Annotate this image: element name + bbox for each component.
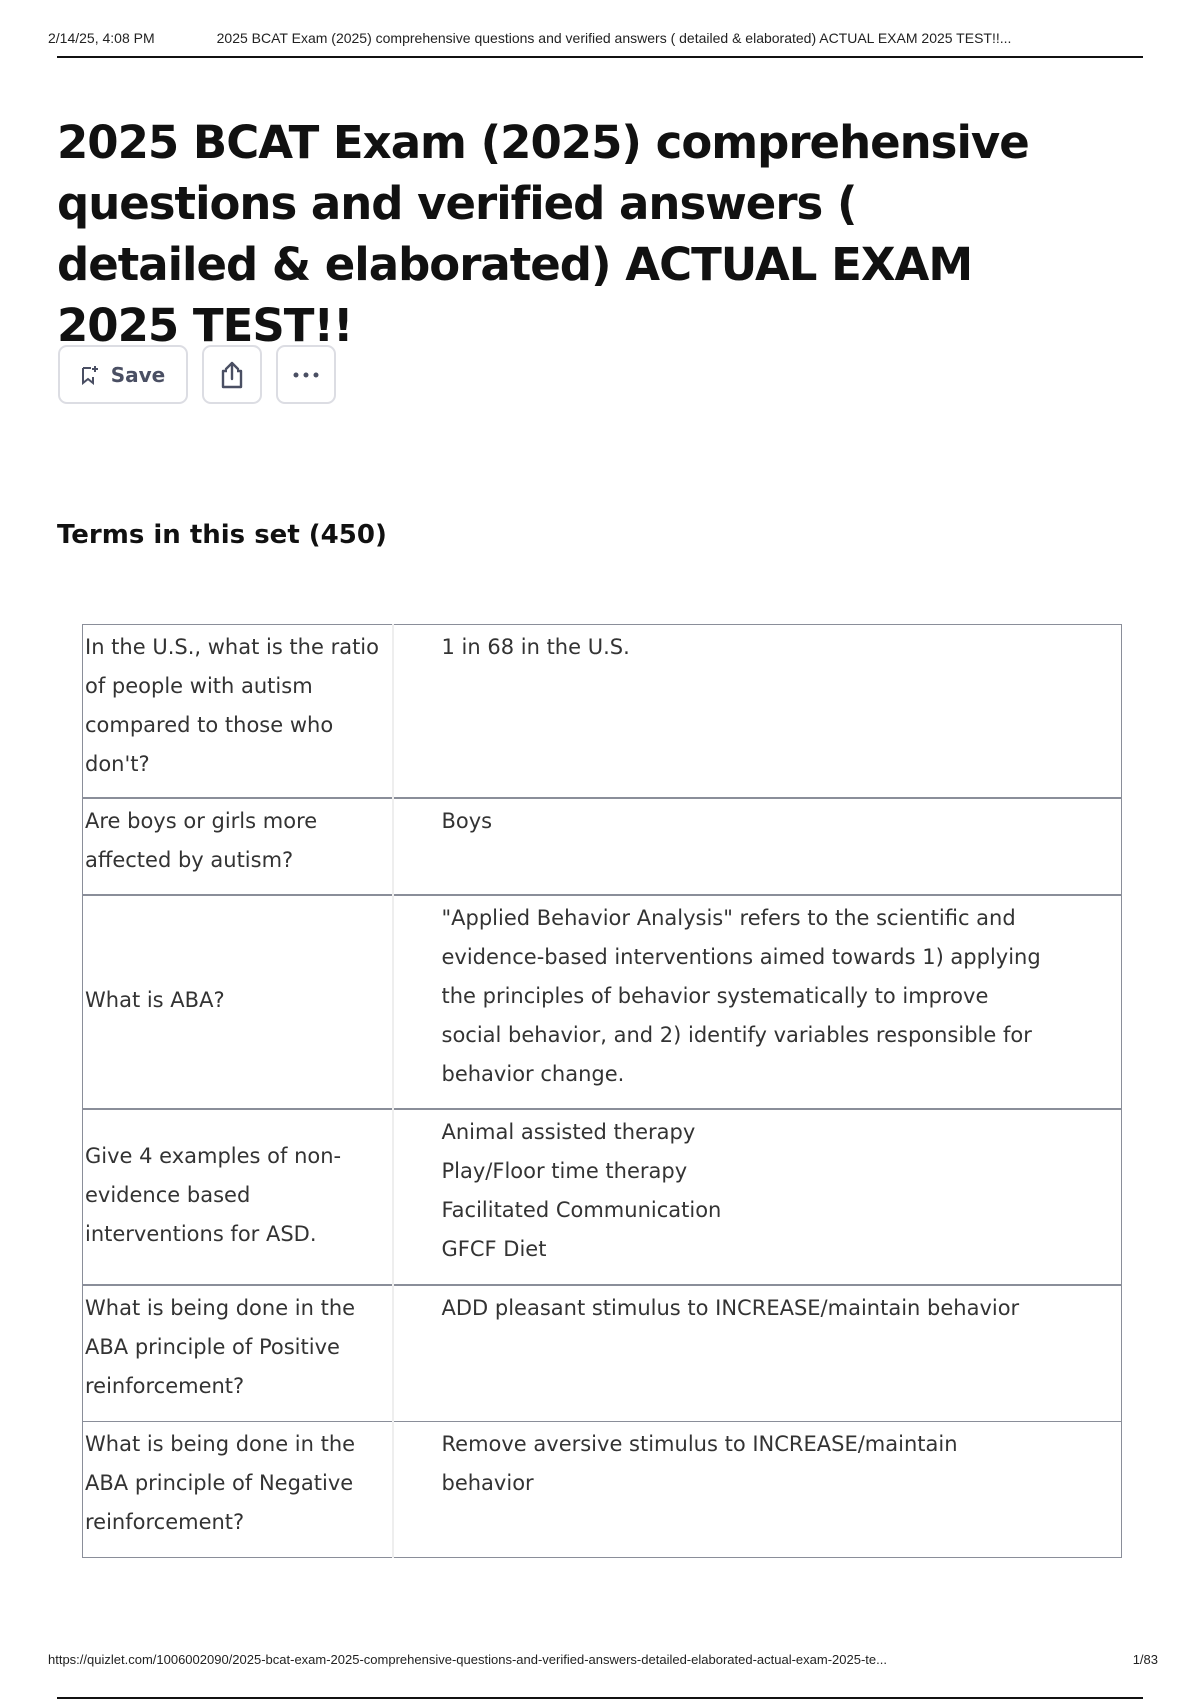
answer-line: GFCF Diet [441,1236,547,1261]
term-answer [393,625,1122,798]
term-row [83,895,1122,1109]
term-question: What is being done in the ABA principle of Positive reinforcement? [83,1285,393,1422]
term-row [83,625,1122,798]
terms-heading: Terms in this set (450) [57,520,387,550]
answer-line: Remove aversive stimulus to INCREASE/maintain behavior [441,1432,958,1495]
term-question: Give 4 examples of non-evidence based interventions for ASD. [83,1109,393,1285]
answer-line: 1 in 68 in the U.S. [441,635,630,659]
term-question: In the U.S., what is the ratio of people with autism compared to those who don't? [83,625,393,798]
save-button[interactable] [58,345,188,404]
more-options-button[interactable] [276,345,336,404]
term-answer [393,1285,1122,1422]
print-datetime: 2/14/25, 4:08 PM [48,30,155,46]
print-header [48,30,1152,46]
print-footer [48,1652,1158,1667]
answer-line: Animal assisted therapy [441,1119,696,1144]
answer-line: ADD pleasant stimulus to INCREASE/maintain behavior [441,1295,1020,1320]
term-question: What is being done in the ABA principle of Negative reinforcement? [83,1422,393,1558]
footer-divider [57,1697,1143,1699]
page-number: 1/83 [1132,1652,1158,1667]
answer-line: Play/Floor time therapy [441,1158,688,1183]
term-answer [393,895,1122,1109]
term-question: Are boys or girls more affected by autism? [83,798,393,895]
term-row [83,1285,1122,1422]
action-bar [58,345,336,404]
print-doc-title: 2025 BCAT Exam (2025) comprehensive questions and verified answers ( detailed & elaborated) ACTUAL EXAM 2025 TEST!!... [216,30,1012,46]
terms-table [82,624,1122,1558]
term-row [83,1422,1122,1558]
term-row [83,1109,1122,1285]
page-title: 2025 BCAT Exam (2025) comprehensive questions and verified answers ( detailed & elaborated) ACTUAL EXAM 2025 TEST!! [57,116,1029,352]
footer-url: https://quizlet.com/1006002090/2025-bcat-exam-2025-comprehensive-questions-and-verified-answers-detailed-elaborated-actual-exam-2025-te... [48,1652,887,1667]
answer-line: "Applied Behavior Analysis" refers to the scientific and evidence-based interventions aimed towards 1) applying the principles of behavior systematically to improve social behavior, and 2) identify variables responsible for behavior change. [441,905,1041,1086]
share-button[interactable] [202,345,262,404]
term-row [83,798,1122,895]
more-horizontal-icon [292,372,320,378]
header-divider [57,56,1143,58]
term-question: What is ABA? [83,895,393,1109]
answer-line: Facilitated Communication [441,1197,722,1222]
term-answer [393,1109,1122,1285]
share-icon [218,360,246,390]
term-answer [393,798,1122,895]
save-label: Save [110,362,166,387]
bookmark-add-icon [81,365,99,385]
term-answer [393,1422,1122,1558]
answer-line: Boys [441,808,493,833]
